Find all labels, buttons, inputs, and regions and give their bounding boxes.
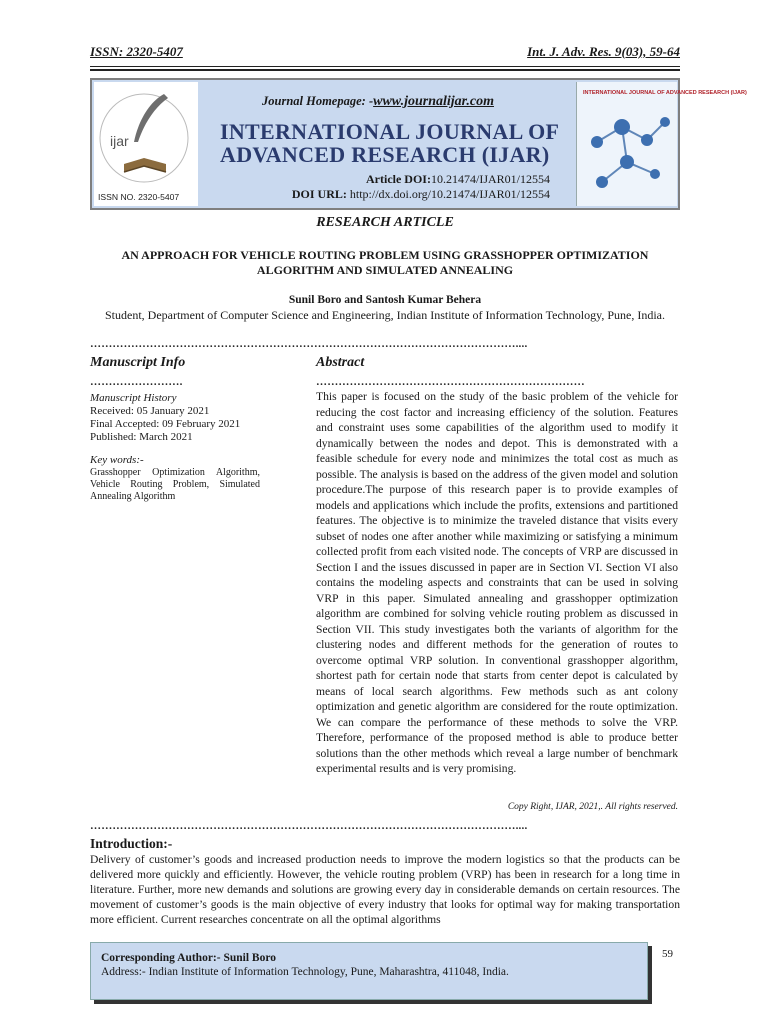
author-affiliation: Student, Department of Computer Science and Engineering, Indian Institute of Information Technology, Pune, India. (104, 308, 666, 322)
doi-block (260, 172, 550, 202)
page-number: 59 (662, 948, 673, 960)
header-rule (90, 66, 680, 67)
corresponding-author-box (90, 942, 648, 1000)
journal-logo (94, 82, 198, 206)
article-type: RESEARCH ARTICLE (316, 215, 454, 230)
journal-homepage (262, 94, 494, 110)
received-date: Received: 05 January 2021 (90, 405, 210, 417)
manuscript-info (90, 392, 260, 503)
accepted-date: Final Accepted: 09 February 2021 (90, 418, 241, 430)
homepage-link[interactable]: www.journalijar.com (373, 94, 494, 109)
journal-banner (90, 78, 747, 210)
manuscript-info-heading: Manuscript Info (90, 355, 186, 370)
article-authors: Sunil Boro and Santosh Kumar Behera (288, 294, 482, 306)
homepage-label: Journal Homepage: - (262, 94, 374, 108)
cover-title-text: INTERNATIONAL JOURNAL OF ADVANCED RESEARCH (IJAR) (583, 90, 747, 96)
journal-cover-thumbnail (576, 82, 747, 206)
doi-url-link[interactable]: http://dx.doi.org/10.21474/IJAR01/12554 (349, 187, 550, 201)
separator-right: ……………………………………………………………… (316, 376, 585, 388)
abstract-heading: Abstract (316, 355, 365, 370)
citation-text: Int. J. Adv. Res. 9(03), 59-64 (527, 44, 680, 59)
introduction-text: Delivery of customer’s goods and increased production needs to improve the modern logistics so that the products can be delivered more quickly and efficiently. However, the vehicle routing problem (VRP) has been in research for a long time in literature. Further, more new demands and solutions are growing every day in considerable demands on certain resources. The movement of customer’s goods is the main objective of every industry that looks for optimal way for making transportation more efficient. Current researches concentrate on all the optimal algorithms (90, 853, 680, 926)
logo-text: ijar (110, 133, 129, 149)
doi-value: 10.21474/IJAR01/12554 (430, 172, 550, 186)
quill-book-icon (94, 82, 198, 206)
corresponding-address: Address:- Indian Institute of Information Technology, Pune, Maharashtra, 411048, India. (101, 966, 509, 978)
issn-text: ISSN: 2320-5407 (90, 44, 183, 59)
history-label: Manuscript History (90, 392, 177, 404)
separator-top: …………………………………………………………………………………………………….... (90, 338, 528, 350)
header-rule-thick (90, 69, 680, 71)
published-date: Published: March 2021 (90, 431, 193, 443)
corresponding-author: Corresponding Author:- Sunil Boro (101, 952, 276, 964)
logo-issn: ISSN NO. 2320-5407 (98, 192, 180, 202)
doi-url-label: DOI URL: (291, 187, 347, 201)
keywords-label: Key words:- (90, 454, 144, 466)
article-title: AN APPROACH FOR VEHICLE ROUTING PROBLEM USING GRASSHOPPER OPTIMIZATION ALGORITHM AND SIMULATED ANNEALING (121, 248, 649, 277)
running-header (90, 44, 680, 60)
copyright-text: Copy Right, IJAR, 2021,. All rights reserved. (507, 802, 678, 812)
journal-title: INTERNATIONAL JOURNAL OF ADVANCED RESEARCH (IJAR) (220, 119, 559, 167)
keywords-text: Grasshopper Optimization Algorithm, Vehicle Routing Problem, Simulated Annealing Algorithm (90, 467, 260, 502)
molecule-cover-icon (577, 82, 747, 206)
introduction-heading: Introduction:- (90, 836, 173, 851)
separator-bottom: …………………………………………………………………………………………………….... (90, 820, 528, 832)
abstract-text: This paper is focused on the study of the basic problem of the vehicle for reducing the cost factor and increasing efficiency of the solution. Features and constraint uses some capabilities of the algorithm used to modify it dynamically between the nodes and depot. This is demonstrated with a feasible schedule for every node and minimizes the total cost as much as possible. The analysis is based on the address of the given model and solution procedure.The purpose of this research paper is to provide examples of models and applications which include the profits, extensions and partitioned features. The objective is to minimize the traveled distance that visits every subset of nodes one after another while maximizing or satisfying a minimum collected profit from each visited node. The concepts of VRP are discussed in Section I and the issues discussed in paper are in Section VI. Section VI also contains the modeling aspects and constraints that can be used in solving VRP in this paper. Simulated annealing and grasshopper optimization algorithm are combined for solving vehicle routing problem as discussed in Section VII. This study investigates both the variants of algorithm for the clustering nodes and different methods for the generation of routes to overcome optimal VRP solution. In conventional grasshopper algorithm, shortest path for certain node that starts from center depot is calculated by means of local search algorithms. Few methods such as ant colony optimization and genetic algorithm are considered for the route optimization. We can compare the performance of these methods to solve the VRP. Therefore, performance of the proposed method is able to produce better solutions than the other methods which reveal a large number of benchmark experimental results and is very promising. (316, 390, 678, 775)
doi-label: Article DOI: (366, 172, 431, 186)
separator-left: ……………………. (90, 376, 183, 388)
